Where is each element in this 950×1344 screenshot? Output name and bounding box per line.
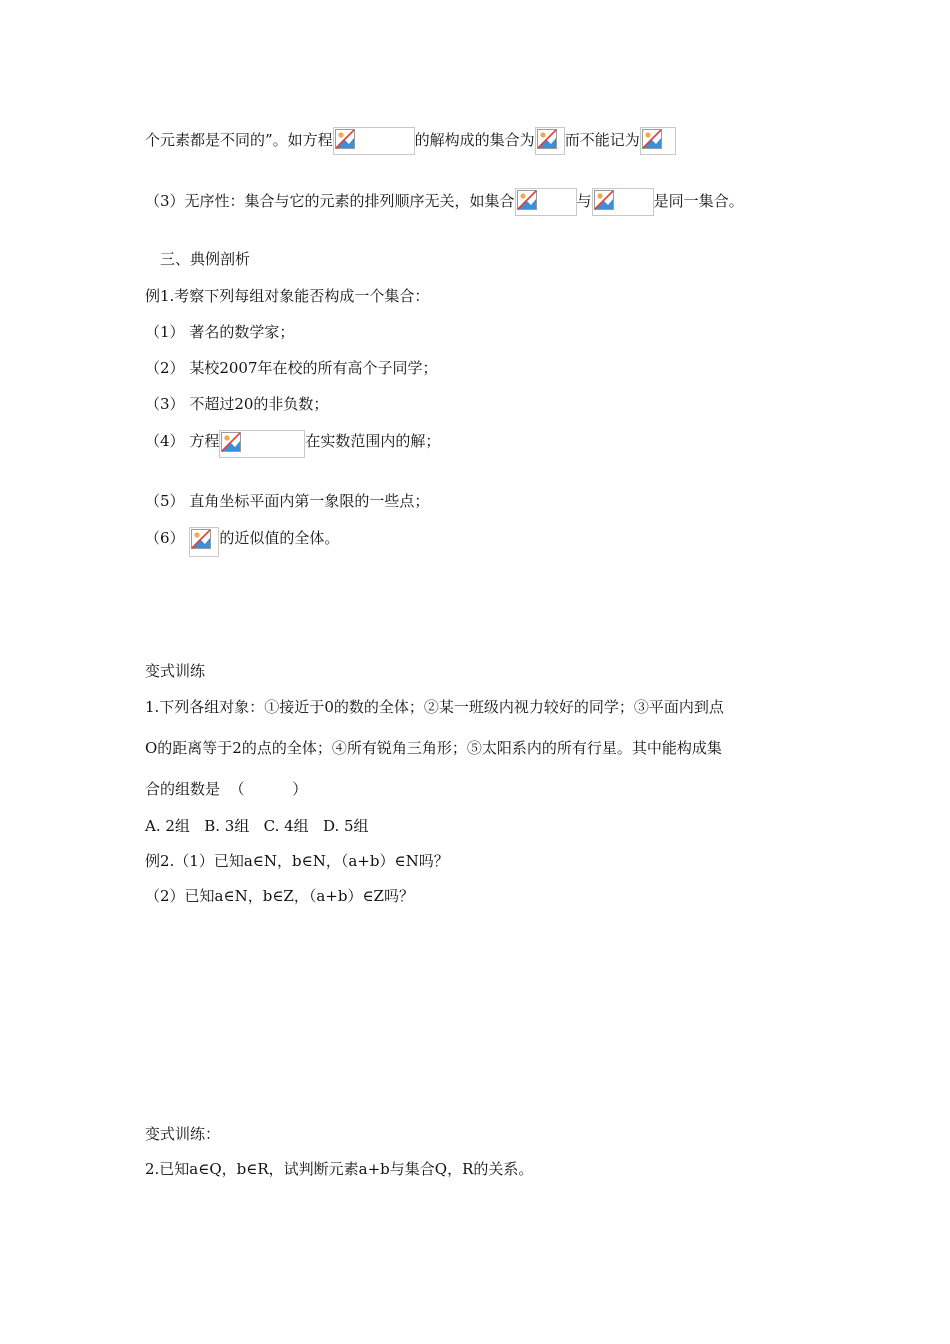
item-number: （6）: [145, 529, 185, 547]
broken-image-icon: [221, 432, 241, 452]
math-image: [189, 527, 219, 557]
answer-options: A. 2组 B. 3组 C. 4组 D. 5组: [145, 817, 369, 835]
exercise-line: O的距离等于2的点的全体；④所有锐角三角形；⑤太阳系内的所有行星。其中能构成集: [145, 739, 722, 757]
list-item: [145, 430, 440, 458]
equation-image: [219, 430, 305, 458]
text-segment: 与: [576, 192, 592, 210]
list-item: [145, 393, 328, 415]
broken-image-icon: [642, 129, 662, 149]
text-segment: 而不能记为: [564, 131, 640, 149]
exercise-line: 1.下列各组对象：①接近于0的数的全体；②某一班级内视力较好的同学；③平面内到点: [145, 698, 724, 716]
item-text: 不超过20的非负数；: [189, 395, 329, 413]
exercise-line: 2.已知a∈Q，b∈R，试判断元素a+b与集合Q，R的关系。: [145, 1160, 534, 1178]
item-number: （5）: [145, 492, 185, 510]
broken-image-icon: [537, 129, 557, 149]
list-item: [145, 357, 438, 379]
item-text: 某校2007年在校的所有高个子同学；: [189, 359, 438, 377]
section-heading: 三、典例剖析: [160, 250, 251, 268]
broken-image-icon: [594, 190, 614, 210]
broken-image-icon: [191, 529, 211, 549]
list-item: [145, 527, 339, 557]
item-number: （2）: [145, 359, 185, 377]
set-image: [592, 188, 654, 216]
item-text: 著名的数学家；: [189, 323, 295, 341]
item-text: 方程: [189, 432, 220, 450]
set-image: [535, 127, 565, 155]
text-segment: 是同一集合。: [653, 192, 744, 210]
example-question: 例2.（1）已知a∈N，b∈N，（a+b）∈N吗？: [145, 852, 449, 870]
text-segment: 个元素都是不同的”。如方程: [145, 131, 333, 149]
equation-image: [333, 127, 415, 155]
item-text: 直角坐标平面内第一象限的一些点；: [189, 492, 430, 510]
item-number: （4）: [145, 432, 185, 450]
exercise-line: 合的组数是 （ ）: [145, 780, 308, 798]
text-segment: 的解构成的集合为: [414, 131, 535, 149]
exercise-heading: 变式训练: [145, 662, 206, 680]
item-text: 的近似值的全体。: [219, 529, 340, 547]
example-title: 例1.考察下列每组对象能否构成一个集合：: [145, 287, 430, 305]
set-image: [515, 188, 577, 216]
item-number: （1）: [145, 323, 185, 341]
item-number: （3）: [145, 395, 185, 413]
example-question: （2）已知a∈N，b∈Z，（a+b）∈Z吗？: [145, 887, 414, 905]
item-text: 在实数范围内的解；: [305, 432, 441, 450]
text-line: [145, 188, 744, 216]
broken-image-icon: [335, 129, 355, 149]
list-item: [145, 490, 429, 512]
set-image: [640, 127, 676, 155]
text-line: [145, 127, 676, 155]
list-item: [145, 321, 294, 343]
broken-image-icon: [517, 190, 537, 210]
text-segment: （3）无序性：集合与它的元素的排列顺序无关，如集合: [145, 192, 515, 210]
exercise-heading: 变式训练：: [145, 1125, 221, 1143]
